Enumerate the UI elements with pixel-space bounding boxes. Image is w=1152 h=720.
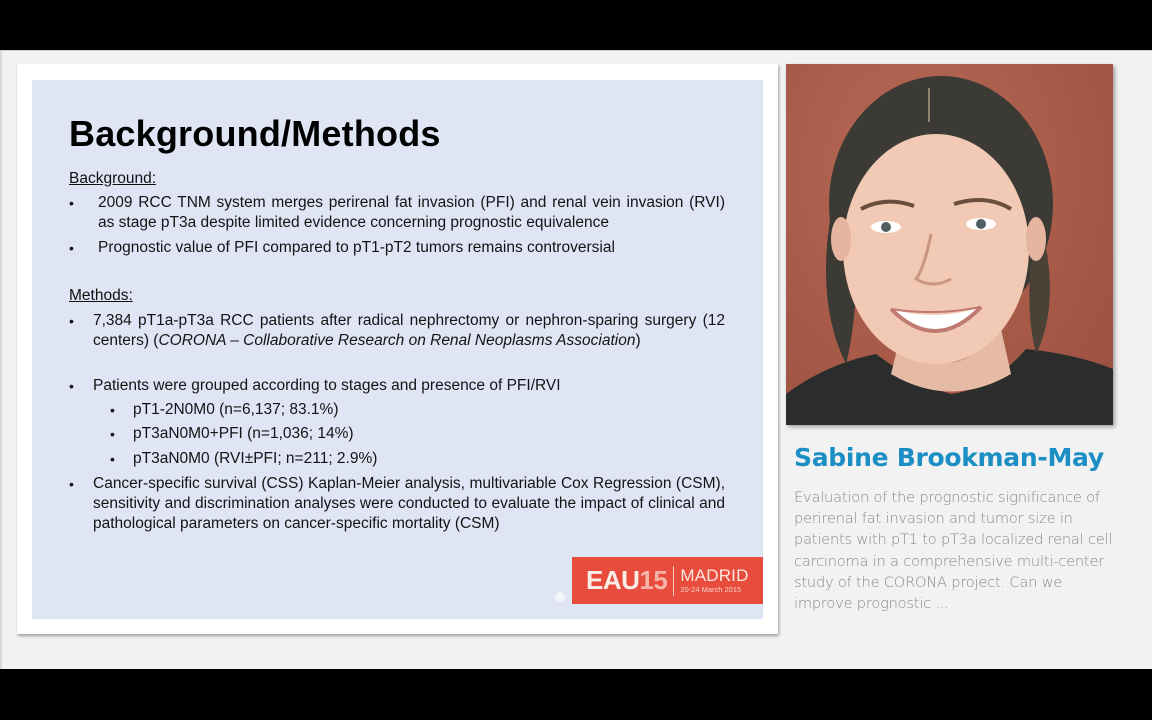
logo-divider bbox=[673, 566, 674, 596]
logo-eau-text: EAU bbox=[586, 565, 640, 595]
bullet-dot-icon: • bbox=[110, 402, 115, 418]
bullet-dot-icon: • bbox=[69, 195, 74, 211]
bullet-dot-icon: • bbox=[110, 426, 115, 442]
bullet-text: Cancer-specific survival (CSS) Kaplan-Meier analysis, multivariable Cox Regression (CSM), sensitivity and discrimination analyses were conducted to evaluate the impact of clinical and pathological parameters on cancer-specific mortality (CSM) bbox=[93, 475, 725, 532]
methods-sub-bullet-3 bbox=[110, 449, 510, 471]
slide-title: Background/Methods bbox=[69, 113, 441, 154]
bullet-dot-icon: • bbox=[69, 378, 74, 394]
bullet-text: pT3aN0M0+PFI (n=1,036; 14%) bbox=[133, 425, 354, 442]
methods-sub-bullet-2 bbox=[110, 424, 510, 446]
bullet-text: pT3aN0M0 (RVI±PFI; n=211; 2.9%) bbox=[133, 450, 378, 467]
eau15-madrid-logo bbox=[572, 557, 763, 604]
bullet-text-part: 7,384 pT1a-pT3a RCC patients after radical nephrectomy or nephron-sparing surgery (12 centers) ( bbox=[93, 312, 725, 349]
speaker-name: Sabine Brookman-May bbox=[794, 443, 1104, 472]
methods-sub-bullet-1 bbox=[110, 400, 510, 422]
bullet-dot-icon: • bbox=[110, 451, 115, 467]
bullet-dot-icon: • bbox=[69, 476, 74, 492]
bullet-text bbox=[93, 311, 725, 351]
letterbox-bottom bbox=[0, 669, 1152, 720]
logo-city-block bbox=[680, 567, 748, 594]
faint-circle-icon bbox=[555, 592, 565, 602]
bullet-text: Patients were grouped according to stages and presence of PFI/RVI bbox=[93, 377, 561, 394]
methods-bullet-1 bbox=[69, 311, 729, 373]
background-bullet-1 bbox=[69, 193, 729, 235]
speaker-photo bbox=[786, 64, 1113, 425]
bullet-dot-icon: • bbox=[69, 313, 74, 329]
bullet-text-part: ) bbox=[635, 332, 641, 349]
letterbox-top bbox=[0, 0, 1152, 50]
bullet-text: 2009 RCC TNM system merges perirenal fat invasion (PFI) and renal vein invasion (RVI) as stage pT3a despite limited evidence concerning prognostic equivalence bbox=[98, 194, 725, 231]
methods-bullet-2 bbox=[69, 376, 729, 398]
talk-description: Evaluation of the prognostic significance of perirenal fat invasion and tumor size in patients with pT1 to pT3a localized renal cell carcinoma in a comprehensive multi-center study of the CORONA project. Can we improve prognostic ... bbox=[794, 489, 1113, 613]
speaker-portrait-icon bbox=[786, 64, 1113, 425]
bullet-text: Prognostic value of PFI compared to pT1-pT2 tumors remains controversial bbox=[98, 239, 615, 256]
background-bullet-2 bbox=[69, 238, 729, 260]
bullet-dot-icon: • bbox=[69, 240, 74, 256]
logo-dates-text: 20-24 March 2015 bbox=[680, 585, 742, 594]
background-heading: Background: bbox=[69, 170, 157, 187]
logo-year-text: 15 bbox=[639, 565, 668, 595]
methods-heading: Methods: bbox=[69, 287, 133, 304]
corona-name-italic: CORONA – Collaborative Research on Renal Neoplasms Association bbox=[158, 332, 636, 349]
bullet-text: pT1-2N0M0 (n=6,137; 83.1%) bbox=[133, 401, 339, 418]
logo-city-text: MADRID bbox=[680, 566, 749, 585]
methods-bullet-3 bbox=[69, 474, 729, 536]
